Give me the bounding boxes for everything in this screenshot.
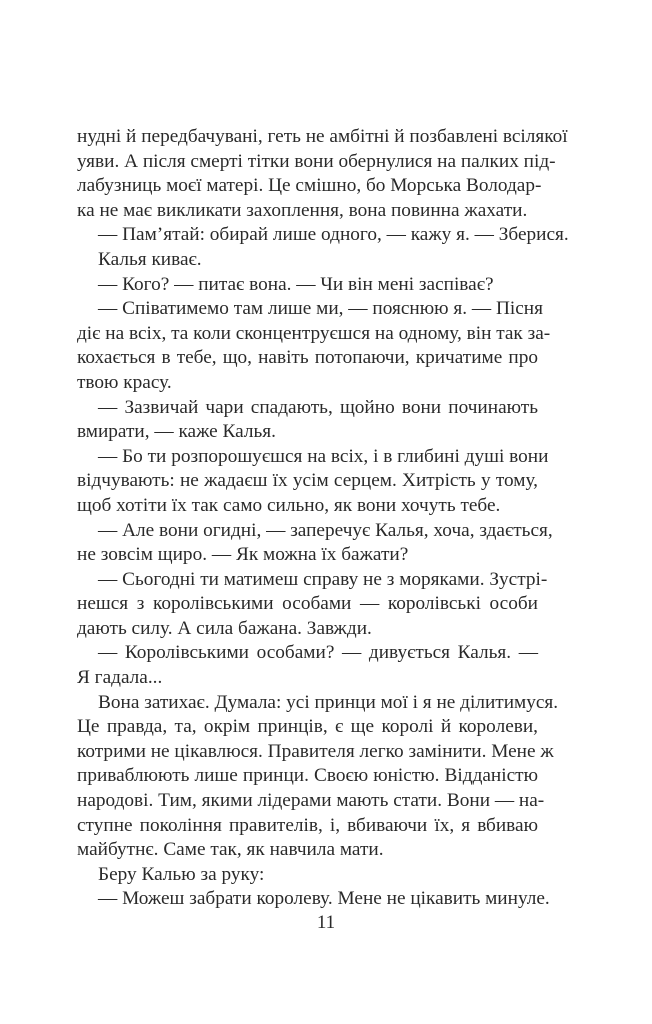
text-line: — Кого? — питає вона. — Чи він мені заспіває? xyxy=(98,273,494,295)
text-line: — Зазвичай чари спадають, щойно вони починають xyxy=(98,396,538,418)
text-line: народові. Тим, якими лідерами мають стати. Вони — на- xyxy=(77,790,545,812)
text-line: кохається в тебе, що, навіть потопаючи, кричатиме про xyxy=(77,347,538,369)
text-line: — Бо ти розпорошуєшся на всіх, і в глибині душі вони xyxy=(98,445,549,467)
text-line: майбутнє. Саме так, як навчила мати. xyxy=(77,839,384,861)
text-line: Я гадала... xyxy=(77,667,163,689)
text-line: нудні й передбачувані, геть не амбітні й позбавлені всілякої xyxy=(77,126,568,147)
text-line: щоб хотіти їх так само сильно, як вони хочуть тебе. xyxy=(77,494,501,516)
text-line: приваблюють лише принци. Своєю юністю. Відданістю xyxy=(77,765,538,787)
text-line: — Королівськими особами? — дивується Калья. — xyxy=(98,642,538,664)
text-line: — Сьогодні ти матимеш справу не з моряками. Зустрі- xyxy=(98,568,548,590)
text-line: ступне покоління правителів, і, вбиваючи їх, я вбиваю xyxy=(77,814,538,836)
text-line: Вона затихає. Думала: усі принци мої і я не ділитимуся. xyxy=(98,691,559,713)
text-line: — Пам’ятай: обирай лише одного, — кажу я. — Зберися. xyxy=(98,224,569,246)
text-line: — Можеш забрати королеву. Мене не цікавить минуле. xyxy=(98,888,550,910)
text-line: вмирати, — каже Калья. xyxy=(77,421,276,443)
text-line: Беру Калью за руку: xyxy=(98,863,265,885)
text-line: дають силу. А сила бажана. Завжди. xyxy=(77,617,372,639)
page-number: 11 xyxy=(316,912,336,933)
text-line: лабузниць моєї матері. Це смішно, бо Морська Володар- xyxy=(77,175,542,197)
text-line: нешся з королівськими особами — королівські особи xyxy=(77,593,538,615)
text-line: уяви. А після смерті тітки вони обернулися на палких під- xyxy=(77,150,556,172)
text-line: не зовсім щиро. — Як можна їх бажати? xyxy=(77,544,409,566)
text-line: діє на всіх, та коли сконцентруєшся на одному, він так за- xyxy=(77,322,551,344)
text-line: котрими не цікавлюся. Правителя легко замінити. Мене ж xyxy=(77,740,554,762)
text-line: твою красу. xyxy=(77,371,172,393)
text-line: Це правда, та, окрім принців, є ще королі й королеви, xyxy=(77,716,538,738)
text-line: — Але вони огидні, — заперечує Калья, хоча, здається, xyxy=(98,519,553,541)
text-line: ка не має викликати захоплення, вона повинна жахати. xyxy=(77,199,528,221)
body-text xyxy=(77,125,569,912)
text-line: Калья киває. xyxy=(98,248,202,270)
text-line: відчувають: не жадаєш їх усім серцем. Хитрість у тому, xyxy=(77,470,538,492)
text-line: — Співатимемо там лише ми, — пояснюю я. — Пісня xyxy=(98,298,543,320)
